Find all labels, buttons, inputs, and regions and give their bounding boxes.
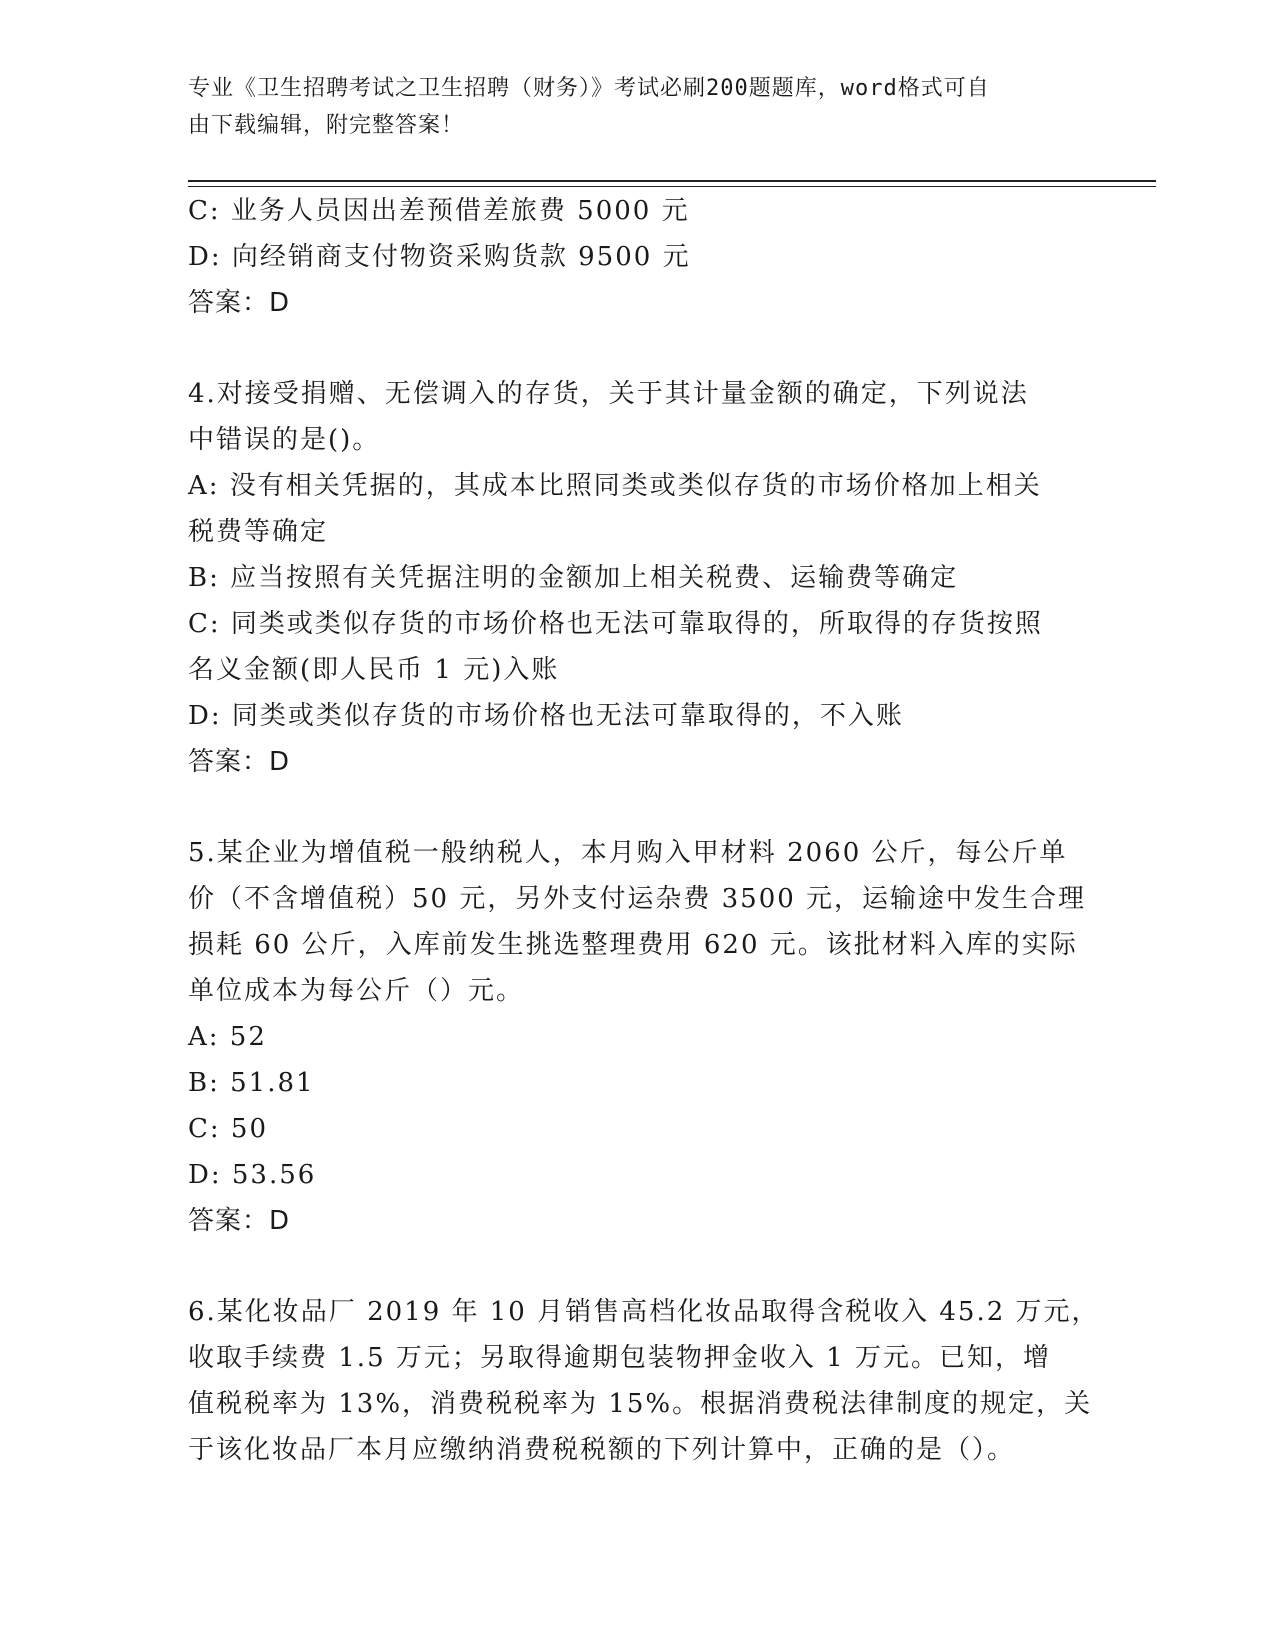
answer-line: 答案：D <box>188 1206 291 1236</box>
question-6 <box>188 1289 1100 1473</box>
spacer <box>188 785 1088 830</box>
header-line-1: 专业《卫生招聘考试之卫生招聘（财务）》考试必刷200题题库，word格式可自 <box>188 76 990 101</box>
answer-line: 答案：D <box>188 747 291 777</box>
spacer <box>188 326 1088 371</box>
question-4 <box>188 371 1088 785</box>
header-divider-thick <box>188 180 1156 182</box>
question-stem: 收取手续费 1.5 万元；另取得逾期包装物押金收入 1 万元。已知，增 <box>188 1343 1051 1373</box>
option-d: D: 53.56 <box>188 1160 317 1190</box>
option-a-cont: 税费等确定 <box>188 517 329 547</box>
question-stem: 单位成本为每公斤（）元。 <box>188 976 525 1006</box>
header-divider-thin <box>188 186 1156 187</box>
question-stem: 于该化妆品厂本月应缴纳消费税税额的下列计算中，正确的是（）。 <box>188 1435 1016 1465</box>
question-3-tail <box>188 188 1088 326</box>
option-d: D: 向经销商支付物资采购货款 9500 元 <box>188 242 691 272</box>
question-stem: 5.某企业为增值税一般纳税人，本月购入甲材料 2060 公斤，每公斤单 <box>188 838 1068 868</box>
document-header <box>188 70 1088 144</box>
option-b: B: 51.81 <box>188 1068 315 1098</box>
option-a: A: 52 <box>188 1022 267 1052</box>
question-stem: 中错误的是()。 <box>188 425 381 455</box>
question-stem: 4.对接受捐赠、无偿调入的存货，关于其计量金额的确定，下列说法 <box>188 379 1029 409</box>
question-stem: 6.某化妆品厂 2019 年 10 月销售高档化妆品取得含税收入 45.2 万元， <box>188 1297 1100 1327</box>
option-c-cont: 名义金额(即人民币 1 元)入账 <box>188 655 560 685</box>
option-a: A: 没有相关凭据的，其成本比照同类或类似存货的市场价格加上相关 <box>188 471 1042 501</box>
header-line-2: 由下载编辑，附完整答案！ <box>188 113 465 138</box>
option-c: C: 50 <box>188 1114 269 1144</box>
question-stem: 值税税率为 13%，消费税税率为 15%。根据消费税法律制度的规定，关 <box>188 1389 1093 1419</box>
question-stem: 价（不含增值税）50 元，另外支付运杂费 3500 元，运输途中发生合理 <box>188 884 1087 914</box>
spacer <box>188 1244 1088 1289</box>
answer-line: 答案：D <box>188 288 291 318</box>
option-c: C: 同类或类似存货的市场价格也无法可靠取得的，所取得的存货按照 <box>188 609 1043 639</box>
option-c: C: 业务人员因出差预借差旅费 5000 元 <box>188 196 690 226</box>
question-stem: 损耗 60 公斤，入库前发生挑选整理费用 620 元。该批材料入库的实际 <box>188 930 1078 960</box>
option-b: B: 应当按照有关凭据注明的金额加上相关税费、运输费等确定 <box>188 563 959 593</box>
document-body <box>188 188 1100 1473</box>
question-5 <box>188 830 1088 1244</box>
option-d: D: 同类或类似存货的市场价格也无法可靠取得的，不入账 <box>188 701 904 731</box>
